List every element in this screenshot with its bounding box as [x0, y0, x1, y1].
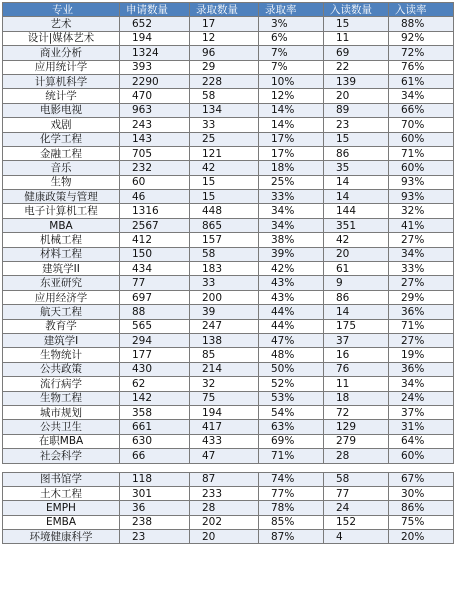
- cell-applications: 60: [120, 175, 190, 189]
- cell-major: 图书馆学: [3, 472, 120, 486]
- cell-major: 航天工程: [3, 305, 120, 319]
- cell-applications: 963: [120, 103, 190, 117]
- table-row: [3, 391, 454, 405]
- cell-admitted: 33: [190, 276, 259, 290]
- table-row: [3, 377, 454, 391]
- cell-admitted: 194: [190, 405, 259, 419]
- cell-enrolled: 37: [324, 333, 389, 347]
- cell-enrolled: 144: [324, 204, 389, 218]
- cell-enrolled: 61: [324, 262, 389, 276]
- cell-admit-rate: 14%: [259, 103, 324, 117]
- cell-major: 教育学: [3, 319, 120, 333]
- table-row: [3, 333, 454, 347]
- cell-enrolled: 129: [324, 420, 389, 434]
- cell-admitted: 134: [190, 103, 259, 117]
- cell-admitted: 15: [190, 175, 259, 189]
- cell-enrolled: 42: [324, 233, 389, 247]
- table-row: [3, 17, 454, 31]
- cell-admit-rate: 25%: [259, 175, 324, 189]
- cell-major: 流行病学: [3, 377, 120, 391]
- table-row: [3, 175, 454, 189]
- cell-admit-rate: 17%: [259, 132, 324, 146]
- table-row: [3, 405, 454, 419]
- cell-admitted: 17: [190, 17, 259, 31]
- cell-admit-rate: 44%: [259, 319, 324, 333]
- cell-yield: 88%: [389, 17, 454, 31]
- table-row: [3, 305, 454, 319]
- cell-admit-rate: 77%: [259, 486, 324, 500]
- cell-yield: 76%: [389, 60, 454, 74]
- cell-major: MBA: [3, 218, 120, 232]
- cell-major: 生物统计: [3, 348, 120, 362]
- cell-yield: 27%: [389, 276, 454, 290]
- cell-major: 设计|媒体艺术: [3, 31, 120, 45]
- cell-major: EMPH: [3, 501, 120, 515]
- cell-yield: 60%: [389, 161, 454, 175]
- cell-applications: 177: [120, 348, 190, 362]
- cell-yield: 66%: [389, 103, 454, 117]
- cell-major: 健康政策与管理: [3, 190, 120, 204]
- cell-admit-rate: 12%: [259, 89, 324, 103]
- cell-enrolled: 139: [324, 74, 389, 88]
- cell-major: 化学工程: [3, 132, 120, 146]
- cell-applications: 23: [120, 530, 190, 544]
- cell-enrolled: 9: [324, 276, 389, 290]
- table-row: [3, 233, 454, 247]
- table-row: [3, 515, 454, 529]
- cell-admitted: 85: [190, 348, 259, 362]
- cell-admitted: 433: [190, 434, 259, 448]
- cell-yield: 33%: [389, 262, 454, 276]
- cell-admit-rate: 48%: [259, 348, 324, 362]
- table-row: [3, 530, 454, 544]
- cell-yield: 34%: [389, 377, 454, 391]
- cell-applications: 294: [120, 333, 190, 347]
- cell-major: 生物: [3, 175, 120, 189]
- cell-yield: 36%: [389, 305, 454, 319]
- cell-yield: 34%: [389, 89, 454, 103]
- header-admit-rate: 录取率: [259, 3, 324, 17]
- cell-enrolled: 279: [324, 434, 389, 448]
- cell-applications: 36: [120, 501, 190, 515]
- cell-applications: 46: [120, 190, 190, 204]
- cell-major: 土木工程: [3, 486, 120, 500]
- cell-enrolled: 35: [324, 161, 389, 175]
- cell-admitted: 39: [190, 305, 259, 319]
- cell-applications: 630: [120, 434, 190, 448]
- cell-enrolled: 11: [324, 31, 389, 45]
- table-row: [3, 290, 454, 304]
- table-row: [3, 132, 454, 146]
- cell-yield: 27%: [389, 233, 454, 247]
- cell-enrolled: 86: [324, 290, 389, 304]
- admissions-table-continued: [2, 472, 454, 545]
- cell-yield: 60%: [389, 132, 454, 146]
- table-row: [3, 348, 454, 362]
- cell-major: 建筑学I: [3, 333, 120, 347]
- cell-admit-rate: 43%: [259, 276, 324, 290]
- cell-admitted: 202: [190, 515, 259, 529]
- cell-major: 社会科学: [3, 449, 120, 463]
- cell-yield: 30%: [389, 486, 454, 500]
- cell-yield: 70%: [389, 118, 454, 132]
- table-row: [3, 46, 454, 60]
- cell-admit-rate: 39%: [259, 247, 324, 261]
- cell-admit-rate: 52%: [259, 377, 324, 391]
- table-row: [3, 89, 454, 103]
- cell-admit-rate: 7%: [259, 46, 324, 60]
- cell-enrolled: 351: [324, 218, 389, 232]
- cell-applications: 412: [120, 233, 190, 247]
- cell-enrolled: 14: [324, 190, 389, 204]
- cell-major: 计算机科学: [3, 74, 120, 88]
- cell-admitted: 228: [190, 74, 259, 88]
- cell-yield: 71%: [389, 146, 454, 160]
- cell-enrolled: 16: [324, 348, 389, 362]
- cell-admit-rate: 53%: [259, 391, 324, 405]
- cell-admit-rate: 10%: [259, 74, 324, 88]
- cell-yield: 20%: [389, 530, 454, 544]
- cell-applications: 2567: [120, 218, 190, 232]
- cell-yield: 64%: [389, 434, 454, 448]
- cell-applications: 194: [120, 31, 190, 45]
- table-row: [3, 262, 454, 276]
- table-row: [3, 420, 454, 434]
- cell-admit-rate: 87%: [259, 530, 324, 544]
- cell-admitted: 58: [190, 89, 259, 103]
- cell-admitted: 417: [190, 420, 259, 434]
- cell-major: 电影电视: [3, 103, 120, 117]
- cell-yield: 93%: [389, 190, 454, 204]
- cell-yield: 36%: [389, 362, 454, 376]
- cell-enrolled: 89: [324, 103, 389, 117]
- cell-admit-rate: 18%: [259, 161, 324, 175]
- cell-admitted: 29: [190, 60, 259, 74]
- table-row: [3, 74, 454, 88]
- cell-enrolled: 23: [324, 118, 389, 132]
- cell-major: 商业分析: [3, 46, 120, 60]
- cell-admitted: 75: [190, 391, 259, 405]
- cell-applications: 150: [120, 247, 190, 261]
- cell-major: 材料工程: [3, 247, 120, 261]
- cell-applications: 434: [120, 262, 190, 276]
- cell-major: 音乐: [3, 161, 120, 175]
- table-row: [3, 319, 454, 333]
- cell-applications: 470: [120, 89, 190, 103]
- cell-yield: 24%: [389, 391, 454, 405]
- cell-admit-rate: 63%: [259, 420, 324, 434]
- cell-yield: 41%: [389, 218, 454, 232]
- cell-admitted: 247: [190, 319, 259, 333]
- cell-major: 艺术: [3, 17, 120, 31]
- cell-admit-rate: 6%: [259, 31, 324, 45]
- cell-major: EMBA: [3, 515, 120, 529]
- cell-applications: 358: [120, 405, 190, 419]
- cell-applications: 238: [120, 515, 190, 529]
- cell-admitted: 138: [190, 333, 259, 347]
- cell-applications: 77: [120, 276, 190, 290]
- cell-major: 金融工程: [3, 146, 120, 160]
- cell-yield: 19%: [389, 348, 454, 362]
- cell-admit-rate: 33%: [259, 190, 324, 204]
- header-yield: 入读率: [389, 3, 454, 17]
- table-body-main: [3, 17, 454, 463]
- cell-yield: 72%: [389, 46, 454, 60]
- cell-applications: 661: [120, 420, 190, 434]
- cell-admitted: 12: [190, 31, 259, 45]
- cell-enrolled: 86: [324, 146, 389, 160]
- table-row: [3, 472, 454, 486]
- cell-yield: 31%: [389, 420, 454, 434]
- cell-admitted: 121: [190, 146, 259, 160]
- cell-enrolled: 22: [324, 60, 389, 74]
- table-row: [3, 486, 454, 500]
- cell-yield: 32%: [389, 204, 454, 218]
- cell-yield: 29%: [389, 290, 454, 304]
- cell-admitted: 233: [190, 486, 259, 500]
- cell-enrolled: 69: [324, 46, 389, 60]
- table-row: [3, 247, 454, 261]
- cell-major: 公共政策: [3, 362, 120, 376]
- cell-applications: 143: [120, 132, 190, 146]
- cell-yield: 75%: [389, 515, 454, 529]
- cell-yield: 71%: [389, 319, 454, 333]
- cell-applications: 66: [120, 449, 190, 463]
- cell-admit-rate: 43%: [259, 290, 324, 304]
- table-row: [3, 218, 454, 232]
- cell-enrolled: 76: [324, 362, 389, 376]
- cell-enrolled: 20: [324, 247, 389, 261]
- cell-admitted: 28: [190, 501, 259, 515]
- cell-admit-rate: 44%: [259, 305, 324, 319]
- cell-major: 电子计算机工程: [3, 204, 120, 218]
- cell-enrolled: 14: [324, 175, 389, 189]
- cell-enrolled: 18: [324, 391, 389, 405]
- table-header-row: [3, 3, 454, 17]
- cell-enrolled: 4: [324, 530, 389, 544]
- cell-applications: 62: [120, 377, 190, 391]
- cell-admit-rate: 42%: [259, 262, 324, 276]
- cell-enrolled: 175: [324, 319, 389, 333]
- cell-admitted: 32: [190, 377, 259, 391]
- cell-admit-rate: 34%: [259, 218, 324, 232]
- cell-admitted: 15: [190, 190, 259, 204]
- cell-yield: 37%: [389, 405, 454, 419]
- cell-applications: 243: [120, 118, 190, 132]
- cell-applications: 301: [120, 486, 190, 500]
- table-row: [3, 103, 454, 117]
- cell-admitted: 448: [190, 204, 259, 218]
- header-applications: 申请数量: [120, 3, 190, 17]
- cell-yield: 67%: [389, 472, 454, 486]
- cell-admit-rate: 3%: [259, 17, 324, 31]
- cell-yield: 27%: [389, 333, 454, 347]
- cell-major: 统计学: [3, 89, 120, 103]
- cell-admitted: 87: [190, 472, 259, 486]
- cell-admitted: 96: [190, 46, 259, 60]
- cell-applications: 1316: [120, 204, 190, 218]
- cell-admitted: 865: [190, 218, 259, 232]
- cell-enrolled: 28: [324, 449, 389, 463]
- cell-admit-rate: 71%: [259, 449, 324, 463]
- cell-major: 戏剧: [3, 118, 120, 132]
- cell-applications: 232: [120, 161, 190, 175]
- cell-admitted: 183: [190, 262, 259, 276]
- cell-applications: 88: [120, 305, 190, 319]
- cell-yield: 34%: [389, 247, 454, 261]
- cell-admitted: 200: [190, 290, 259, 304]
- cell-admit-rate: 38%: [259, 233, 324, 247]
- cell-yield: 86%: [389, 501, 454, 515]
- table-row: [3, 362, 454, 376]
- cell-applications: 393: [120, 60, 190, 74]
- cell-enrolled: 20: [324, 89, 389, 103]
- cell-major: 城市规划: [3, 405, 120, 419]
- cell-admitted: 25: [190, 132, 259, 146]
- cell-enrolled: 15: [324, 17, 389, 31]
- cell-admit-rate: 17%: [259, 146, 324, 160]
- cell-applications: 1324: [120, 46, 190, 60]
- cell-enrolled: 58: [324, 472, 389, 486]
- cell-admitted: 33: [190, 118, 259, 132]
- table-body-extra: [3, 472, 454, 544]
- cell-major: 公共卫生: [3, 420, 120, 434]
- table-row: [3, 190, 454, 204]
- table-row: [3, 204, 454, 218]
- cell-admitted: 47: [190, 449, 259, 463]
- cell-admitted: 214: [190, 362, 259, 376]
- cell-major: 应用经济学: [3, 290, 120, 304]
- table-row: [3, 31, 454, 45]
- cell-applications: 2290: [120, 74, 190, 88]
- cell-applications: 565: [120, 319, 190, 333]
- cell-yield: 60%: [389, 449, 454, 463]
- cell-applications: 652: [120, 17, 190, 31]
- cell-admit-rate: 14%: [259, 118, 324, 132]
- cell-admitted: 42: [190, 161, 259, 175]
- cell-enrolled: 77: [324, 486, 389, 500]
- table-row: [3, 449, 454, 463]
- table-row: [3, 146, 454, 160]
- cell-admit-rate: 47%: [259, 333, 324, 347]
- cell-enrolled: 11: [324, 377, 389, 391]
- table-row: [3, 161, 454, 175]
- cell-applications: 430: [120, 362, 190, 376]
- table-row: [3, 434, 454, 448]
- cell-admitted: 20: [190, 530, 259, 544]
- cell-enrolled: 15: [324, 132, 389, 146]
- cell-admitted: 157: [190, 233, 259, 247]
- cell-major: 在职MBA: [3, 434, 120, 448]
- cell-admit-rate: 85%: [259, 515, 324, 529]
- header-major: 专业: [3, 3, 120, 17]
- cell-admit-rate: 74%: [259, 472, 324, 486]
- cell-admit-rate: 54%: [259, 405, 324, 419]
- admissions-table: [2, 2, 454, 464]
- header-admitted: 录取数量: [190, 3, 259, 17]
- cell-enrolled: 72: [324, 405, 389, 419]
- cell-major: 建筑学II: [3, 262, 120, 276]
- cell-admit-rate: 69%: [259, 434, 324, 448]
- cell-admit-rate: 50%: [259, 362, 324, 376]
- cell-major: 东亚研究: [3, 276, 120, 290]
- cell-applications: 697: [120, 290, 190, 304]
- cell-admit-rate: 7%: [259, 60, 324, 74]
- cell-enrolled: 152: [324, 515, 389, 529]
- cell-applications: 705: [120, 146, 190, 160]
- cell-applications: 142: [120, 391, 190, 405]
- cell-enrolled: 14: [324, 305, 389, 319]
- cell-yield: 61%: [389, 74, 454, 88]
- cell-admitted: 58: [190, 247, 259, 261]
- table-row: [3, 60, 454, 74]
- cell-applications: 118: [120, 472, 190, 486]
- header-enrolled: 入读数量: [324, 3, 389, 17]
- cell-yield: 93%: [389, 175, 454, 189]
- table-row: [3, 501, 454, 515]
- cell-major: 机械工程: [3, 233, 120, 247]
- cell-admit-rate: 34%: [259, 204, 324, 218]
- cell-enrolled: 24: [324, 501, 389, 515]
- table-row: [3, 276, 454, 290]
- cell-major: 应用统计学: [3, 60, 120, 74]
- cell-major: 环境健康科学: [3, 530, 120, 544]
- cell-yield: 92%: [389, 31, 454, 45]
- table-row: [3, 118, 454, 132]
- cell-admit-rate: 78%: [259, 501, 324, 515]
- cell-major: 生物工程: [3, 391, 120, 405]
